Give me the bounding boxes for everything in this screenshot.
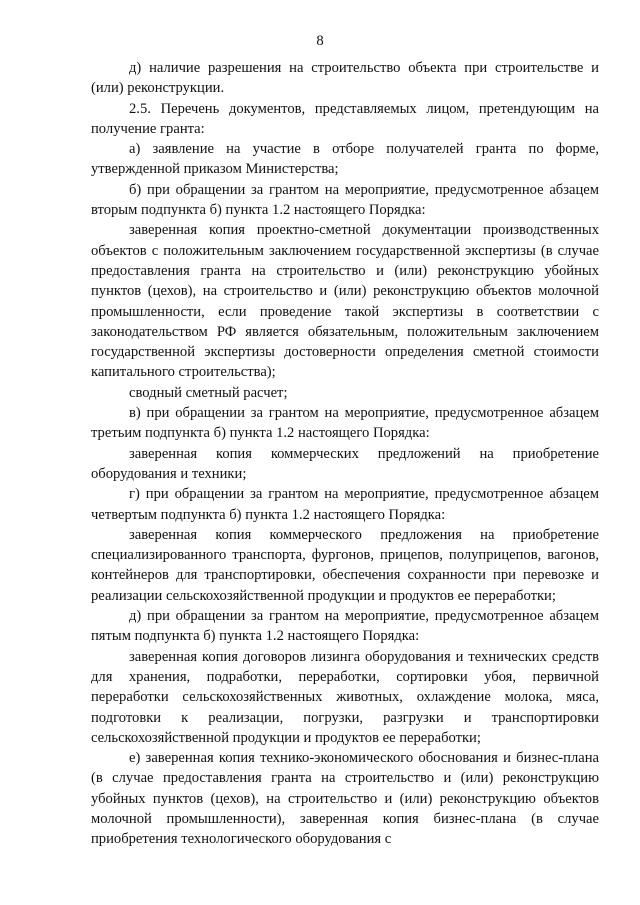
paragraph-v-offers: заверенная копия коммерческих предложений на приобретение оборудования и техники; <box>91 445 599 482</box>
paragraph-b-intro: б) при обращении за грантом на мероприятие, предусмотренное абзацем вторым подпункта б) пункта 1.2 настоящего Порядка: <box>91 181 599 219</box>
page-number: 8 <box>316 33 324 49</box>
paragraph-g-intro: г) при обращении за грантом на мероприятие, предусмотренное абзацем четвертым подпункта б) пункта 1.2 настоящего Порядка: <box>91 486 599 523</box>
paragraph-a-application: а) заявление на участие в отборе получателей гранта по форме, утвержденной приказом Министерства; <box>91 141 599 178</box>
document-body <box>91 58 599 850</box>
paragraph-b-estimate: сводный сметный расчет; <box>129 384 288 401</box>
paragraph-v-intro: в) при обращении за грантом на мероприятие, предусмотренное абзацем третьим подпункта б) пункта 1.2 настоящего Порядка: <box>91 405 599 442</box>
paragraph-e-business-plan: е) заверенная копия технико-экономического обоснования и бизнес-плана (в случае предоставления гранта на строительство и (или) реконструкцию убойных пунктов (цехов), на строительство и (или) реконструкцию объектов молочной промышленности), заверенная копия бизнес-плана (в случае приобретения технологического оборудования с <box>91 750 599 848</box>
paragraph-d-permit: д) наличие разрешения на строительство объекта при строительстве и (или) реконструкции. <box>91 60 599 97</box>
paragraph-b-design-docs: заверенная копия проектно-сметной документации производственных объектов с положительным заключением государственной экспертизы (в случае предоставления гранта на строительство и (или) реконструкцию убойных пунктов (цехов), на строительство и (или) реконструкцию объектов молочной промышленности, если проведение такой экспертизы в соответствии с законодательством РФ является обязательным, положительным заключением государственной экспертизы достоверности определения сметной стоимости капитального строительства); <box>91 222 599 381</box>
paragraph-d-leasing: заверенная копия договоров лизинга оборудования и технических средств для хранения, подработки, переработки, сортировки убоя, первичной переработки сельскохозяйственных животных, охлаждение молока, мяса, подготовки к реализации, погрузки, разгрузки и транспортировки сельскохозяйственной продукции и продуктов ее переработки; <box>91 648 599 746</box>
paragraph-g-offer: заверенная копия коммерческого предложения на приобретение специализированного транспорта, фургонов, прицепов, полуприцепов, вагонов, контейнеров для транспортировки, обеспечения сохранности при перевозке и реализации сельскохозяйственной продукции и продуктов ее переработки; <box>91 526 599 604</box>
paragraph-d-intro: д) при обращении за грантом на мероприятие, предусмотренное абзацем пятым подпункта б) пункта 1.2 настоящего Порядка: <box>91 608 599 645</box>
paragraph-2-5-heading: 2.5. Перечень документов, представляемых лицом, претендующим на получение гранта: <box>91 100 599 137</box>
